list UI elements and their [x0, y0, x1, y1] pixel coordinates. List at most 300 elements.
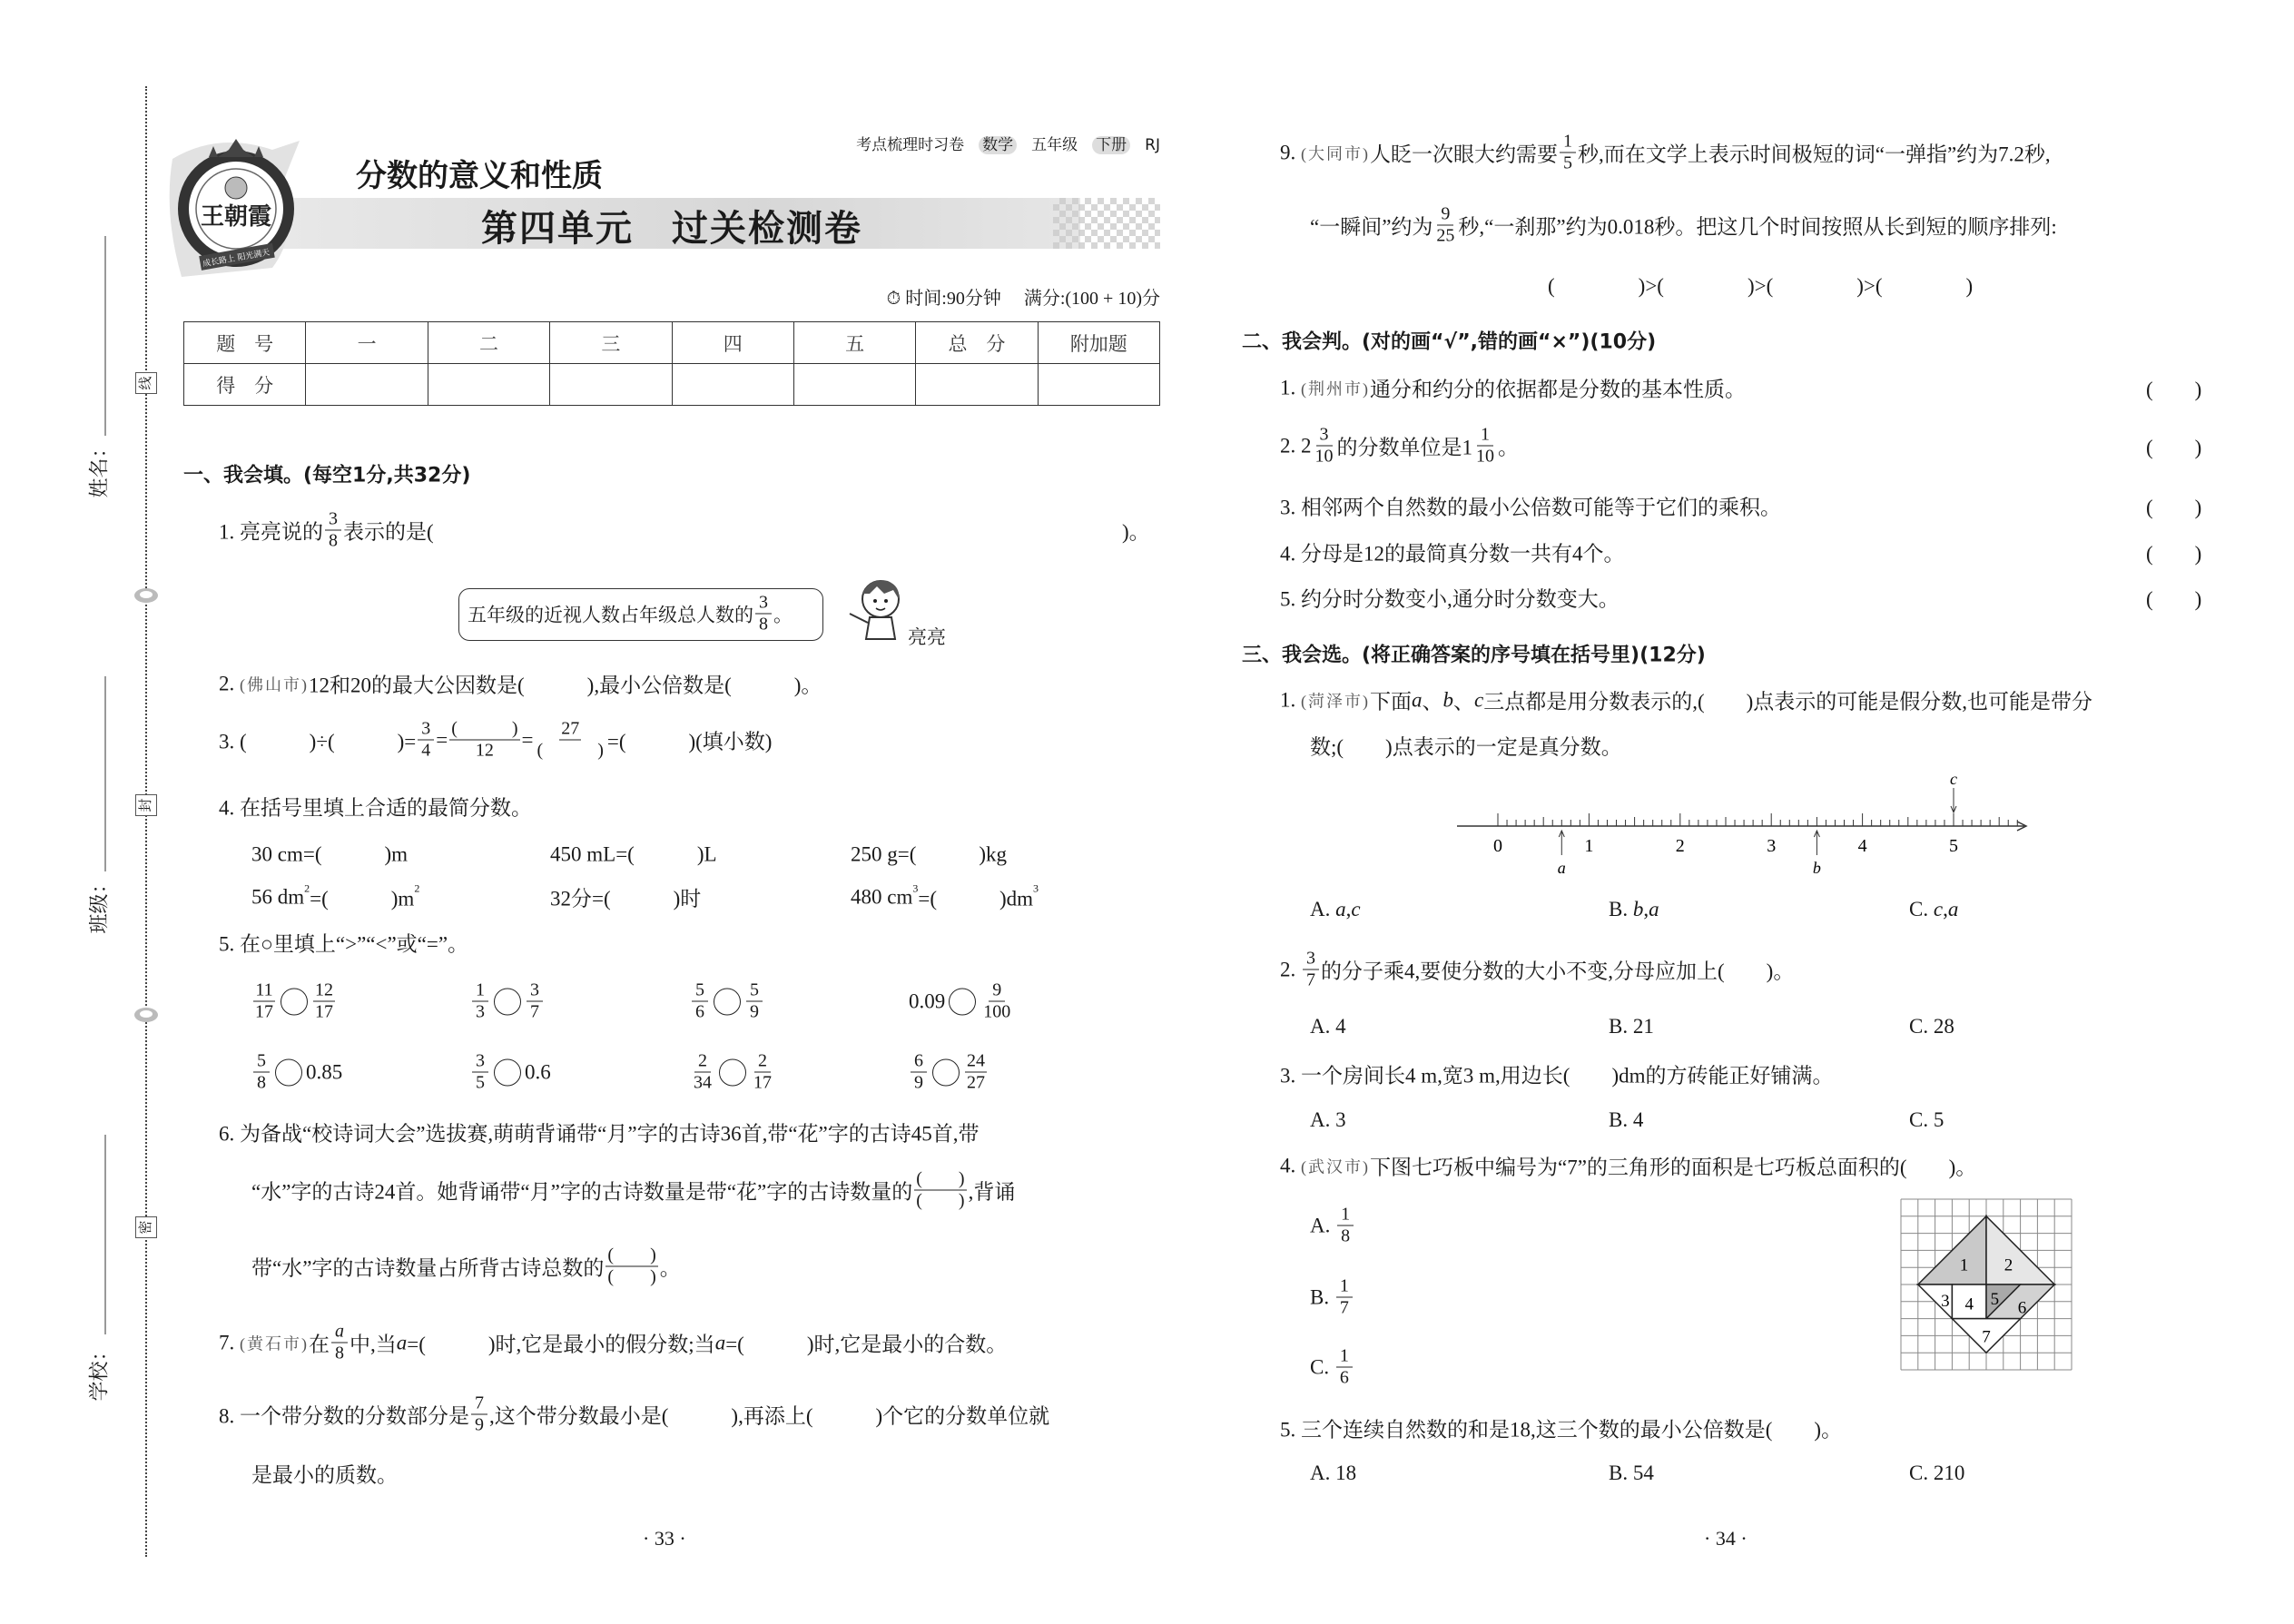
judge-item: [1280, 583, 1620, 613]
choice-option-c[interactable]: [1909, 1015, 1954, 1038]
text-segment: 下面: [1370, 690, 1412, 714]
score-cell[interactable]: [306, 364, 428, 406]
text-segment: 中,当: [350, 1333, 397, 1356]
text-segment: 。: [773, 604, 793, 625]
page-title: 第四单元 过关检测卷: [481, 208, 862, 250]
question-6-line-1: [219, 1117, 980, 1147]
fraction: [253, 980, 275, 1023]
fraction-denominator: 8: [335, 1343, 344, 1363]
fraction: [527, 980, 543, 1023]
choice-option-b[interactable]: [1609, 1462, 1654, 1485]
variable: a: [714, 1331, 726, 1353]
tick-label: 0: [1493, 836, 1502, 856]
fraction-denominator: 27: [967, 1072, 985, 1093]
choice-option-b[interactable]: [1609, 1015, 1654, 1038]
text-segment: 0.09: [909, 989, 946, 1012]
fraction-numerator: 1: [1336, 1276, 1353, 1298]
tangram-piece-label: 1: [1959, 1255, 1969, 1275]
text-segment: 的分数单位是1: [1336, 436, 1472, 459]
header-cell: 附加题: [1038, 322, 1159, 364]
text-segment: ( ): [2146, 436, 2202, 459]
fraction-numerator: 9: [989, 980, 1005, 1002]
fraction-denominator: ( ): [607, 1266, 656, 1287]
text-segment: 、: [1422, 690, 1443, 714]
fraction-numerator: 3: [1316, 425, 1333, 447]
text-segment: B.: [1609, 898, 1633, 920]
swirl-icon: [133, 1005, 160, 1025]
judge-item: [1280, 373, 1746, 403]
judge-answer-blank[interactable]: [2146, 431, 2201, 461]
text-segment: 12和20的最大公因数是( ),最小公倍数是( )。: [309, 674, 822, 697]
number-line-figure: [1452, 772, 2088, 881]
question-2: [219, 669, 822, 699]
choice-2: [1280, 949, 1794, 991]
text-segment: 秒,“一刹那”约为0.018秒。把这几个时间按照从长到短的顺序排列:: [1458, 215, 2057, 239]
seal-seal-mark: 封: [135, 794, 157, 816]
text-segment: 450 mL=( )L: [550, 842, 717, 866]
speech-bubble-text: [468, 593, 793, 635]
choice-option-b[interactable]: [1310, 1276, 1354, 1319]
text-segment: =( )m: [310, 887, 415, 910]
score-table: [183, 321, 1160, 406]
judge-answer-blank[interactable]: [2146, 583, 2201, 613]
fraction-denominator: 9: [475, 1414, 484, 1435]
choice-option-c[interactable]: [1909, 1108, 1944, 1132]
fraction-denominator: 8: [257, 1072, 266, 1093]
score-cell[interactable]: [672, 364, 793, 406]
fraction-numerator: a: [331, 1322, 348, 1343]
text-segment: C.: [1909, 898, 1934, 920]
choice-option-c[interactable]: [1909, 898, 1958, 921]
question-4: [219, 792, 532, 822]
text-segment: B. 4: [1609, 1108, 1644, 1131]
conversion-item: [251, 838, 408, 868]
text-segment: C.: [1310, 1355, 1334, 1378]
compare-item: [909, 980, 1014, 1023]
fraction-numerator: ( ): [451, 718, 518, 739]
text-segment: 4. 在括号里填上合适的最简分数。: [219, 796, 532, 820]
row-label: 得 分: [184, 364, 306, 406]
fraction-denominator: 10: [1314, 446, 1334, 467]
fraction-denominator: 12: [475, 740, 494, 761]
score-cell[interactable]: [793, 364, 915, 406]
tick-label: 5: [1949, 836, 1958, 856]
city-source-label: (荆州市): [1301, 379, 1370, 398]
compare-item: [470, 980, 545, 1023]
score-table-score-row: [184, 364, 1160, 406]
compare-item: [909, 1051, 989, 1094]
superscript: 2: [304, 881, 310, 895]
text-segment: 2.: [219, 672, 240, 694]
text-segment: 1.: [1280, 688, 1301, 711]
text-segment: 8. 一个带分数的分数部分是: [219, 1404, 469, 1428]
tick-label: 2: [1675, 836, 1685, 856]
variable: c: [1933, 898, 1944, 920]
fraction-denominator: 9: [914, 1072, 923, 1093]
header-cell: 二: [428, 322, 549, 364]
fraction: [605, 1245, 657, 1288]
text-segment: “一瞬间”约为: [1310, 215, 1433, 239]
text-segment: )。: [1122, 520, 1150, 544]
compare-circle-input[interactable]: [932, 1058, 960, 1086]
text-segment: 人眨一次眼大约需要: [1370, 143, 1558, 166]
text-segment: 一、我会填。(每空1分,共32分): [183, 464, 471, 487]
text-segment: C. 5: [1909, 1108, 1944, 1131]
fraction: [752, 1051, 773, 1094]
fraction-numerator: 12: [315, 979, 333, 1000]
variable: b: [1442, 688, 1453, 711]
edition: RJ: [1145, 136, 1160, 154]
fraction: [1314, 425, 1335, 468]
text-segment: 。: [1498, 436, 1519, 459]
text-segment: 1.: [1280, 376, 1301, 399]
text-segment: 的分子乘4,要使分数的大小不变,分母应加上( )。: [1321, 960, 1795, 983]
fraction: [536, 719, 605, 762]
fraction: [418, 719, 434, 762]
fraction-denominator: 5: [1563, 153, 1572, 173]
fraction: [331, 1322, 348, 1364]
text-segment: A.: [1310, 1214, 1336, 1236]
tick-label: 3: [1767, 836, 1777, 856]
text-segment: 0.6: [525, 1060, 551, 1083]
full-score: 满分:(100 + 10)分: [1023, 289, 1160, 309]
text-segment: “水”字的古诗24首。她背诵带“月”字的古诗数量是带“花”字的古诗数量的: [251, 1180, 913, 1204]
judge-item: [1280, 425, 1519, 468]
exam-meta: [887, 283, 1160, 310]
series-name: 考点梳理时习卷: [856, 136, 965, 154]
fraction-numerator: 3: [325, 509, 341, 531]
variable: a: [1412, 688, 1423, 711]
choice-3: [1280, 1059, 1834, 1089]
point-label: b: [1812, 859, 1821, 877]
text-segment: 是最小的质数。: [251, 1463, 398, 1487]
variable: b: [1632, 898, 1644, 920]
conversion-item: [851, 838, 1007, 868]
superscript: 2: [414, 881, 420, 895]
fraction: [692, 980, 708, 1023]
text-segment: 0.85: [306, 1060, 343, 1083]
tangram-figure: [1900, 1198, 2074, 1373]
brand-logo: [163, 123, 309, 281]
text-segment: ,: [1943, 898, 1948, 920]
text-segment: 二、我会判。(对的画“√”,错的画“×”)(10分): [1242, 330, 1657, 354]
fraction-denominator: 5: [476, 1072, 485, 1093]
choice-option-c[interactable]: [1310, 1346, 1354, 1389]
fraction: [1560, 132, 1576, 174]
score-cell[interactable]: [1038, 364, 1159, 406]
fraction-numerator: 2: [754, 1051, 771, 1073]
tangram-piece-label: 6: [2017, 1298, 2027, 1318]
page-number-right: · 34 ·: [1704, 1527, 1748, 1550]
compare-circle-input[interactable]: [719, 1058, 746, 1086]
question-7: [219, 1322, 1007, 1364]
text-segment: 3. 相邻两个自然数的最小公倍数可能等于它们的乘积。: [1280, 496, 1781, 519]
choice-option-a[interactable]: [1310, 898, 1361, 921]
header-cell: 总 分: [916, 322, 1038, 364]
text-segment: ,这个带分数最小是( ),再添上( )个它的分数单位就: [489, 1404, 1050, 1428]
fraction: [746, 980, 763, 1023]
compare-circle-input[interactable]: [281, 988, 308, 1015]
fraction-denominator: 4: [421, 740, 431, 761]
question-8-line-2: [251, 1459, 398, 1489]
text-segment: ( ): [2146, 496, 2202, 519]
text-segment: 。: [659, 1256, 681, 1280]
score-cell[interactable]: [550, 364, 672, 406]
fraction: [1336, 1276, 1353, 1319]
page-number-left: · 33 ·: [643, 1527, 686, 1550]
fraction-numerator: 5: [746, 980, 763, 1002]
fraction-numerator: ( ): [607, 1245, 656, 1265]
text-segment: 在: [309, 1333, 330, 1356]
choice-option-a[interactable]: [1310, 1462, 1356, 1485]
fraction: [692, 1051, 714, 1094]
fraction-denominator: 3: [476, 1001, 485, 1022]
text-segment: A. 3: [1310, 1108, 1346, 1131]
text-segment: 9.: [1280, 141, 1301, 163]
fraction-denominator: 17: [753, 1072, 772, 1093]
text-segment: C. 28: [1909, 1015, 1954, 1038]
text-segment: 五年级的近视人数占年级总人数的: [468, 604, 753, 625]
text-segment: C. 210: [1909, 1462, 1965, 1484]
fraction: [1434, 204, 1456, 247]
compare-circle-input[interactable]: [494, 1058, 521, 1086]
text-segment: A. 4: [1310, 1015, 1346, 1038]
variable: a: [1649, 898, 1659, 920]
variable: a: [1335, 898, 1346, 920]
text-segment: 5. 三个连续自然数的和是18,这三个数的最小公倍数是( )。: [1280, 1418, 1843, 1442]
text-segment: 30 cm=( )m: [251, 842, 409, 866]
seal-secret-mark: 密: [135, 1216, 157, 1238]
name-underline: [104, 236, 106, 436]
compare-circle-input[interactable]: [714, 988, 741, 1015]
text-segment: 4. 分母是12的最简真分数一共有4个。: [1280, 542, 1625, 566]
text-segment: 、: [1453, 690, 1474, 714]
question-1-end: [1122, 516, 1150, 546]
fraction-numerator: 1: [1336, 1346, 1353, 1368]
text-segment: B.: [1310, 1285, 1334, 1308]
question-9-line-1: [1280, 132, 2051, 174]
fraction-denominator: ( ): [537, 740, 604, 761]
text-segment: =: [436, 728, 448, 751]
text-segment: 5. 在○里填上“>”“<”或“=”。: [219, 932, 469, 956]
compare-circle-input[interactable]: [494, 988, 521, 1015]
volume: 下册: [1092, 136, 1130, 154]
fraction: [253, 1051, 270, 1094]
fraction: [965, 1051, 987, 1094]
compare-circle-input[interactable]: [275, 1058, 302, 1086]
fraction-numerator: 2: [694, 1051, 711, 1073]
svg-text:王朝霞: 王朝霞: [200, 203, 272, 231]
point-label: a: [1557, 859, 1566, 877]
name-label: 姓名：: [88, 438, 112, 498]
fraction-denominator: 100: [983, 1001, 1011, 1022]
fraction-denominator: 8: [1341, 1225, 1351, 1246]
section-fill-in-header: [183, 460, 470, 488]
text-segment: ( )>( )>( )>( ): [1548, 274, 1974, 298]
text-segment: ,: [1345, 898, 1352, 920]
choice-option-b[interactable]: [1609, 1108, 1643, 1132]
binding-dotted-line: [145, 86, 147, 1557]
choice-option-a[interactable]: [1310, 1205, 1355, 1247]
fraction-numerator: 27: [561, 718, 580, 739]
score-table-header-row: [184, 322, 1160, 364]
fraction-numerator: 3: [527, 980, 543, 1002]
fraction-numerator: 5: [253, 1051, 270, 1073]
tangram-piece-label: 7: [1982, 1327, 1991, 1347]
seal-line-mark: 线: [135, 372, 157, 394]
judge-answer-blank[interactable]: [2146, 373, 2201, 403]
fraction-denominator: 8: [759, 614, 768, 635]
judge-item: [1280, 537, 1625, 567]
fraction-denominator: 7: [1306, 969, 1315, 990]
text-segment: 三点都是用分数表示的,( )点表示的可能是假分数,也可能是带分: [1483, 690, 2093, 714]
fraction-denominator: 10: [1476, 446, 1494, 467]
text-segment: ,: [1643, 898, 1649, 920]
fraction-numerator: 6: [911, 1051, 927, 1073]
choice-4: [1280, 1151, 1976, 1181]
subject: 数学: [979, 136, 1017, 154]
school-label: 学校：: [88, 1341, 112, 1402]
clock-icon: ⏱: [886, 289, 901, 309]
city-source-label: (武汉市): [1301, 1157, 1370, 1176]
score-cell[interactable]: [916, 364, 1038, 406]
superscript: 3: [1033, 881, 1039, 895]
point-label: c: [1950, 772, 1957, 788]
fraction: [313, 980, 335, 1023]
grade: 五年级: [1031, 136, 1078, 154]
fraction: [755, 593, 772, 635]
tangram-piece-label: 2: [2004, 1255, 2013, 1275]
judge-answer-blank[interactable]: [2146, 491, 2201, 521]
text-segment: 1. 亮亮说的: [219, 520, 323, 544]
header-cell: 题 号: [184, 322, 306, 364]
fraction-numerator: 7: [471, 1393, 487, 1415]
variable: a: [1947, 898, 1959, 920]
fraction-denominator: 34: [694, 1072, 712, 1093]
text-segment: 32分=( )时: [550, 887, 702, 910]
choice-1-line-1: [1280, 685, 2092, 715]
header-cell: 三: [550, 322, 672, 364]
text-segment: 250 g=( )kg: [851, 842, 1008, 866]
judge-answer-blank[interactable]: [2146, 537, 2201, 567]
fraction-numerator: 11: [255, 979, 273, 1000]
choice-option-b[interactable]: [1609, 898, 1659, 921]
text-segment: =( )(填小数): [606, 730, 773, 753]
fraction-denominator: 7: [1339, 1297, 1349, 1318]
fraction-denominator: 6: [1339, 1367, 1349, 1388]
fraction-numerator: ( ): [916, 1168, 965, 1189]
svg-text:成长路上 阳光满天: 成长路上 阳光满天: [202, 248, 271, 270]
fraction: [472, 1051, 488, 1094]
variable: c: [1351, 898, 1361, 920]
text-segment: =( )时,它是最小的假分数;当: [407, 1333, 715, 1356]
class-label: 班级：: [88, 873, 112, 934]
text-segment: 4.: [1280, 1154, 1301, 1176]
text-segment: 数;( )点表示的一定是真分数。: [1310, 735, 1622, 759]
fraction-numerator: 3: [1303, 949, 1319, 970]
fraction-denominator: 9: [750, 1001, 759, 1022]
choice-option-a[interactable]: [1310, 1015, 1346, 1038]
compare-item: [251, 1051, 342, 1094]
variable: c: [1474, 688, 1484, 711]
tangram-piece-label: 3: [1941, 1291, 1950, 1311]
city-source-label: (黄石市): [240, 1334, 309, 1353]
conversion-item: [851, 882, 1039, 912]
section-judge-header: [1242, 327, 1656, 355]
city-source-label: (大同市): [1301, 144, 1370, 162]
fraction-denominator: 7: [530, 1001, 539, 1022]
fraction-denominator: 17: [315, 1001, 333, 1022]
question-9-answer-blanks[interactable]: [1548, 270, 1973, 300]
tangram-piece-label: 5: [1990, 1290, 2000, 1310]
city-source-label: (菏泽市): [1301, 692, 1370, 710]
superscript: 3: [912, 881, 919, 895]
header-cell: 四: [672, 322, 793, 364]
class-underline: [104, 676, 106, 871]
text-segment: 秒,而在文学上表示时间极短的词“一弹指”约为7.2秒,: [1578, 143, 2051, 166]
text-segment: A.: [1310, 898, 1336, 920]
text-segment: 下图七巧板中编号为“7”的三角形的面积是七巧板总面积的( )。: [1370, 1156, 1977, 1179]
header-cell: 一: [306, 322, 428, 364]
text-segment: 3. ( )÷( )=: [219, 730, 417, 753]
tick-label: 1: [1584, 836, 1594, 856]
question-3: [219, 719, 772, 762]
question-5: [219, 928, 468, 958]
text-segment: ( ): [2146, 542, 2202, 566]
school-underline: [104, 1135, 106, 1334]
question-6-line-3: [251, 1245, 681, 1288]
choice-1-line-2: [1310, 731, 1622, 761]
fraction-denominator: 25: [1436, 225, 1455, 246]
city-source-label: (佛山市): [240, 675, 309, 694]
compare-item: [470, 1051, 551, 1094]
fraction-numerator: 3: [418, 719, 434, 741]
banner-checker-decoration: [1053, 198, 1160, 249]
text-segment: 6. 为备战“校诗词大会”选拔赛,萌萌背诵带“月”字的古诗36首,带“花”字的古诗45首,带: [219, 1122, 980, 1146]
fraction: [981, 980, 1012, 1023]
compare-circle-input[interactable]: [949, 988, 976, 1015]
fraction: [1303, 949, 1319, 991]
header-cell: 五: [793, 322, 915, 364]
fraction-numerator: 5: [692, 980, 708, 1002]
fraction-numerator: 1: [1337, 1205, 1354, 1226]
text-segment: ( ): [2146, 378, 2202, 401]
text-segment: B. 21: [1609, 1015, 1654, 1038]
question-9-line-2: [1310, 204, 2057, 247]
question-8-line-1: [219, 1393, 1049, 1436]
fraction-numerator: 1: [472, 980, 488, 1002]
exam-info: [842, 132, 1160, 154]
text-segment: ( ): [2146, 587, 2202, 611]
time-limit: 时间:90分钟: [905, 289, 1001, 309]
conversion-item: [550, 882, 701, 912]
fraction-numerator: 1: [1560, 132, 1576, 153]
question-1: [219, 509, 434, 552]
compare-item: [690, 980, 764, 1023]
fraction-numerator: 3: [472, 1051, 488, 1073]
text-segment: 三、我会选。(将正确答案的序号填在括号里)(12分): [1242, 644, 1706, 667]
choice-option-c[interactable]: [1909, 1462, 1964, 1485]
score-cell[interactable]: [428, 364, 549, 406]
speaker-name: 亮亮: [908, 626, 946, 648]
fraction: [471, 1393, 487, 1436]
choice-option-a[interactable]: [1310, 1108, 1346, 1132]
section-choice-header: [1242, 640, 1706, 668]
fraction-numerator: 24: [967, 1050, 985, 1071]
text-segment: =( )dm: [918, 887, 1034, 910]
text-segment: 3. 一个房间长4 m,宽3 m,用边长( )dm的方砖能正好铺满。: [1280, 1064, 1834, 1088]
fraction-numerator: 3: [755, 593, 772, 615]
